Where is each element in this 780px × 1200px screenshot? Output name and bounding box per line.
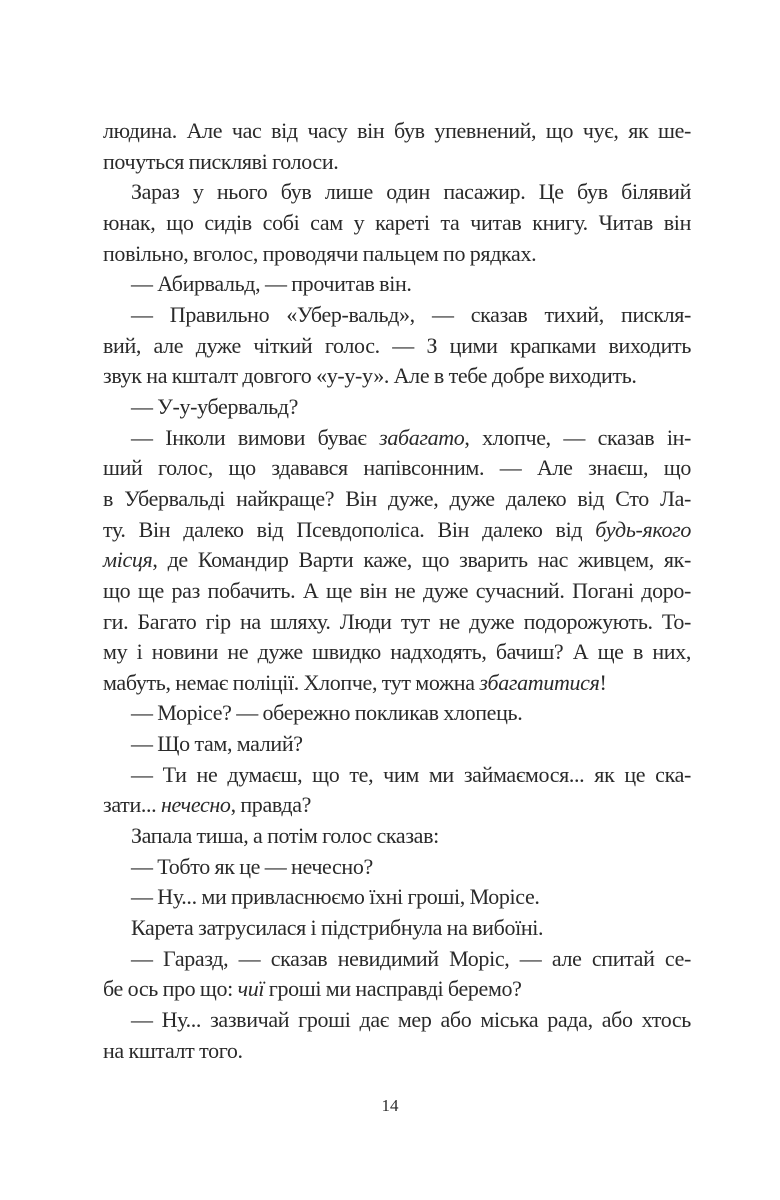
text-line	[103, 392, 691, 423]
text-line	[103, 269, 691, 300]
text-line	[103, 453, 691, 484]
text-run: Запала тиша, а потім голос сказав:	[131, 823, 439, 849]
text-run: звук на кшталт довгого «у-у-у». Але в тебе добре виходить.	[103, 363, 637, 389]
text-run: мабуть, немає поліції. Хлопче, тут можна	[103, 669, 480, 695]
text-line	[103, 177, 691, 208]
text-run: , хлопче, — сказав ін-	[464, 424, 691, 450]
text-run: — Ну... ми привласнюємо їхні гроші, Морісе.	[131, 884, 540, 910]
text-line	[103, 668, 691, 699]
text-run: — Гаразд, — сказав невидимий Моріс, — але спитай се-	[131, 945, 691, 971]
text-run: людина. Але час від часу він був упевнений, що чує, як ше-	[103, 118, 691, 143]
text-run: — Тобто як це — нечесно?	[131, 853, 373, 879]
text-run: зати...	[103, 792, 161, 818]
text-run: — Інколи вимови буває	[131, 424, 380, 450]
text-run: — Абирвальд, — прочитав він.	[131, 271, 412, 297]
text-line	[103, 729, 691, 760]
text-line	[103, 944, 691, 975]
text-line	[103, 545, 691, 576]
text-run: му і новини не дуже швидко надходять, бачиш? А ще в них,	[103, 639, 691, 665]
text-line	[103, 300, 691, 331]
text-run: — Ну... зазвичай гроші дає мер або міська рада, або хтось	[131, 1007, 691, 1033]
italic-text: чиї	[237, 976, 265, 1002]
text-line	[103, 913, 691, 944]
text-line	[103, 974, 691, 1005]
text-run: бе ось про що:	[103, 976, 238, 1002]
text-run: в Убервальді найкраще? Він дуже, дуже далеко від Сто Ла-	[103, 485, 691, 511]
text-run: гроші ми насправді беремо?	[264, 976, 522, 1002]
text-run: ший голос, що здавався напівсонним. — Але знаєш, що	[103, 455, 691, 481]
text-run: на кшталт того.	[103, 1037, 243, 1063]
italic-text: забагато	[379, 424, 465, 450]
text-line	[103, 607, 691, 638]
text-line	[103, 1005, 691, 1036]
text-line	[103, 515, 691, 546]
text-line	[103, 852, 691, 883]
text-line	[103, 882, 691, 913]
text-line	[103, 116, 691, 147]
italic-text: нечесно	[160, 792, 231, 818]
text-line	[103, 790, 691, 821]
text-run: — Ти не думаєш, що те, чим ми займаємося... як це ска-	[131, 761, 691, 787]
text-line	[103, 239, 691, 270]
page-number: 14	[381, 1096, 399, 1115]
text-run: почуться пискляві голоси.	[103, 148, 339, 174]
text-run: Карета затрусилася і підстрибнула на вибоїні.	[131, 915, 544, 941]
text-run: юнак, що сидів собі сам у кареті та читав книгу. Читав він	[103, 209, 691, 235]
text-line	[103, 1036, 691, 1067]
text-run: — Правильно «Убер-вальд», — сказав тихий, пискля-	[131, 301, 691, 327]
text-line	[103, 331, 691, 362]
text-line	[103, 698, 691, 729]
text-line	[103, 760, 691, 791]
text-run: що ще раз побачить. А ще він не дуже сучасний. Погані доро-	[103, 577, 691, 603]
text-line	[103, 821, 691, 852]
text-run: , де Командир Варти каже, що зварить нас живцем, як-	[152, 547, 691, 573]
text-run: — У-у-убервальд?	[131, 393, 299, 419]
italic-text: місця	[103, 547, 153, 573]
text-line	[103, 637, 691, 668]
body-text	[103, 116, 691, 1066]
text-run: !	[599, 669, 607, 695]
text-run: Зараз у нього був лише один пасажир. Це був білявий	[131, 179, 691, 205]
text-run: вий, але дуже чіткий голос. — З цими крапками виходить	[103, 332, 691, 358]
text-line	[103, 147, 691, 178]
text-run: ту. Він далеко від Псевдополіса. Він далеко від	[103, 516, 596, 542]
italic-text: збагатитися	[479, 669, 600, 695]
text-line	[103, 208, 691, 239]
text-line	[103, 423, 691, 454]
text-line	[103, 576, 691, 607]
text-run: — Морісе? — обережно покликав хлопець.	[131, 700, 523, 726]
text-line	[103, 361, 691, 392]
text-run: — Що там, малий?	[131, 731, 303, 757]
text-run: повільно, вголос, проводячи пальцем по рядках.	[103, 240, 537, 266]
italic-text: будь-якого	[595, 516, 691, 542]
text-run: ги. Багато гір на шляху. Люди тут не дуже подорожують. То-	[103, 608, 691, 634]
text-run: , правда?	[230, 792, 312, 818]
text-line	[103, 484, 691, 515]
